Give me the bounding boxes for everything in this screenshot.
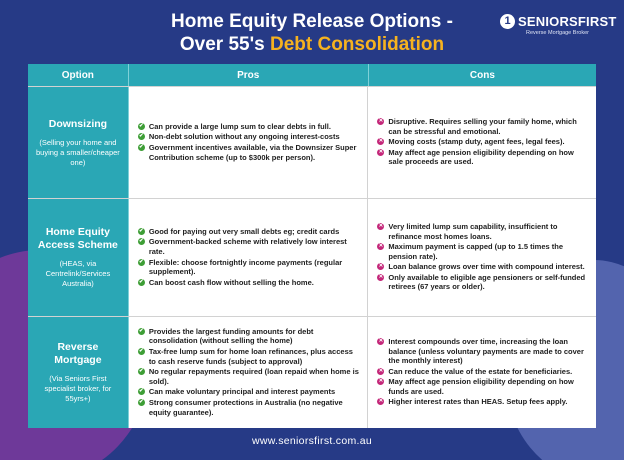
pro-text: Can boost cash flow without selling the home.	[148, 277, 314, 287]
footer-url[interactable]: www.seniorsfirst.com.au	[251, 435, 373, 447]
con-item	[377, 377, 589, 396]
title-highlight: Debt Consolidation	[269, 34, 445, 55]
x-circle-icon: ✕	[378, 222, 384, 229]
con-text: Very limited lump sum capability, insufficient to refinance most homes loans.	[388, 221, 558, 241]
pro-item	[138, 387, 361, 397]
option-cell	[28, 317, 129, 428]
check-circle-icon: ✔	[139, 133, 144, 140]
option-title: Home Equity Access Scheme	[37, 226, 118, 251]
con-text: Loan balance grows over time with compound interest.	[388, 262, 585, 272]
comparison-table	[28, 64, 596, 428]
column-header-option: Option	[28, 64, 129, 86]
check-circle-icon: ✔	[139, 388, 144, 395]
x-circle-icon: ✕	[378, 367, 384, 374]
pros-cell	[129, 87, 369, 198]
pro-text: Provides the largest funding amounts for debt consolidation (without selling the home)	[148, 326, 314, 346]
pro-item	[138, 398, 361, 417]
pro-item	[138, 367, 361, 386]
con-text: May affect age pension eligibility depending on how funds are used.	[388, 377, 574, 396]
con-item	[377, 262, 589, 272]
option-subtitle: (Via Seniors First specialist broker, for 55yrs+)	[44, 374, 112, 403]
pro-text: Non-debt solution without any ongoing interest-costs	[148, 132, 340, 142]
pro-text: Tax-free lump sum for home loan refinances, plus access to cash reserve funds (subject to approval)	[148, 347, 353, 366]
cons-cell	[368, 199, 596, 316]
x-circle-icon: ✕	[378, 398, 384, 405]
pro-text: No regular repayments required (loan repaid when home is sold).	[148, 367, 359, 386]
con-item	[377, 367, 589, 377]
check-circle-icon: ✔	[139, 144, 144, 150]
table-row-heas	[28, 198, 596, 316]
check-circle-icon: ✔	[139, 258, 144, 265]
pro-text: Can provide a large lump sum to clear debts in full.	[148, 121, 331, 131]
logo-mark-icon: 1	[500, 14, 515, 29]
table-header	[28, 64, 596, 86]
option-cell	[28, 199, 129, 316]
con-text: Moving costs (stamp duty, agent fees, legal fees).	[388, 137, 565, 147]
title-line-2	[0, 33, 624, 56]
con-item	[377, 148, 589, 167]
logo-name: SENIORSFIRST	[518, 14, 617, 29]
check-circle-icon: ✔	[139, 227, 144, 234]
x-circle-icon: ✕	[378, 273, 384, 280]
pro-item	[138, 143, 361, 162]
table-row-downsizing	[28, 86, 596, 198]
pro-item	[138, 227, 361, 237]
pro-item	[138, 132, 361, 142]
con-item	[377, 137, 589, 147]
x-circle-icon: ✕	[378, 243, 384, 250]
pro-item	[138, 237, 361, 256]
check-circle-icon: ✔	[139, 327, 144, 334]
option-cell	[28, 87, 129, 198]
pro-text: Flexible: choose fortnightly income payments (regular supplement).	[148, 257, 343, 277]
x-circle-icon: ✕	[378, 263, 384, 270]
pro-item	[138, 122, 361, 132]
con-text: Interest compounds over time, increasing the loan balance (unless voluntary payments are made to cover the monthly interest)	[388, 336, 584, 366]
option-title: Reverse Mortgage	[54, 341, 102, 366]
pros-cell	[129, 199, 369, 316]
column-header-cons: Cons	[469, 69, 495, 81]
column-header-pros: Pros	[129, 64, 369, 86]
check-circle-icon: ✔	[139, 368, 144, 375]
pros-cell	[129, 317, 369, 428]
option-title: Downsizing	[48, 117, 108, 130]
check-circle-icon: ✔	[139, 122, 144, 129]
check-circle-icon: ✔	[139, 238, 144, 245]
title-line-1: Home Equity Release Options -	[171, 11, 453, 32]
pro-item	[138, 258, 361, 277]
pro-text: Government incentives available, via the Downsizer Super Contribution scheme (up to $300k per person).	[148, 143, 357, 162]
pro-text: Government-backed scheme with relatively low interest rate.	[148, 237, 347, 256]
x-circle-icon: ✕	[378, 138, 384, 145]
pro-text: Can make voluntary principal and interest payments	[148, 387, 336, 397]
pro-item	[138, 327, 361, 346]
check-circle-icon: ✔	[139, 398, 144, 405]
con-item	[377, 117, 589, 136]
x-circle-icon: ✕	[378, 337, 384, 344]
table-row-reverse-mortgage	[28, 316, 596, 428]
con-item	[377, 337, 589, 366]
con-text: Higher interest rates than HEAS. Setup fees apply.	[388, 397, 568, 407]
con-text: Disruptive. Requires selling your family home, which can be stressful and emotional.	[388, 117, 577, 136]
x-circle-icon: ✕	[378, 118, 384, 125]
con-text: Only available to eligible age pensioners or self-funded retirees (67 years or older).	[388, 272, 586, 292]
cons-cell	[368, 317, 596, 428]
x-circle-icon: ✕	[378, 378, 384, 385]
con-item	[377, 397, 589, 407]
pro-text: Strong consumer protections in Australia (no negative equity guarantee).	[148, 397, 343, 417]
con-text: Can reduce the value of the estate for beneficiaries.	[388, 366, 573, 376]
cons-cell	[368, 87, 596, 198]
con-text: Maximum payment is capped (up to 1.5 times the pension rate).	[388, 242, 564, 261]
logo-tagline: Reverse Mortgage Broker	[526, 30, 589, 36]
con-item	[377, 242, 589, 261]
option-subtitle: (HEAS, via Centrelink/Services Australia)	[45, 259, 111, 288]
con-item	[377, 222, 589, 241]
check-circle-icon: ✔	[139, 348, 144, 355]
pro-text: Good for paying out very small debts eg; credit cards	[148, 226, 340, 236]
con-text: May affect age pension eligibility depending on how sale proceeds are used.	[388, 147, 574, 167]
pro-item	[138, 347, 361, 366]
option-subtitle: (Selling your home and buying a smaller/cheaper one)	[36, 137, 120, 167]
check-circle-icon: ✔	[139, 278, 144, 285]
title-prefix: Over 55's	[179, 34, 265, 55]
con-item	[377, 273, 589, 292]
seniors-first-logo	[500, 14, 616, 36]
pro-item	[138, 278, 361, 288]
x-circle-icon: ✕	[378, 148, 384, 155]
